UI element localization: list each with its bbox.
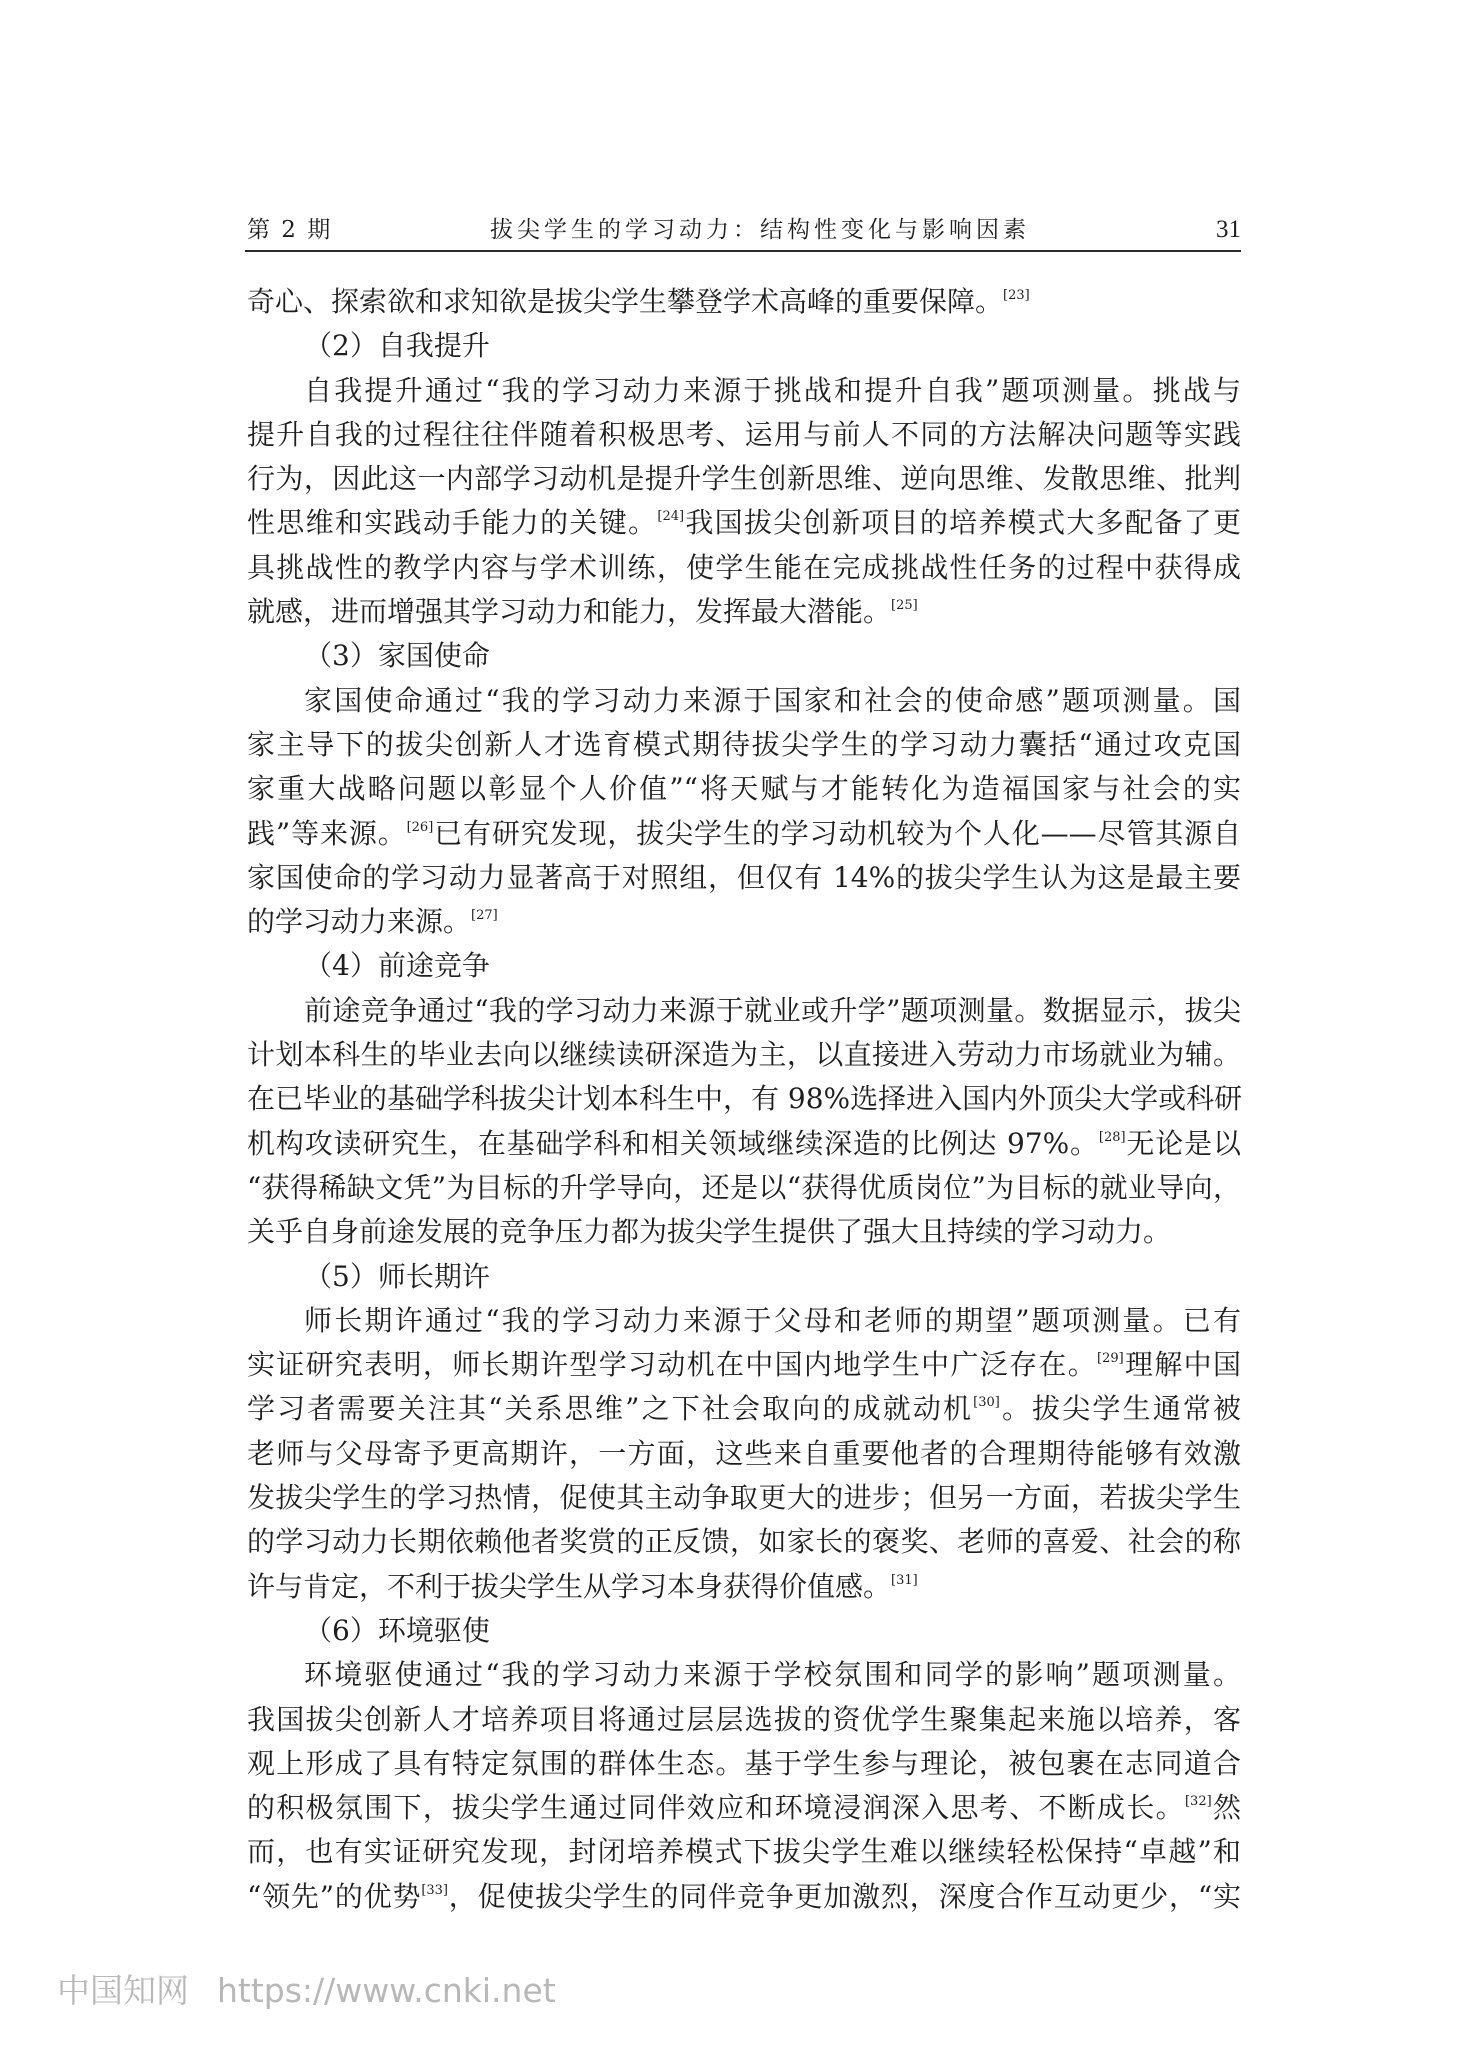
cnki-watermark	[57, 1965, 584, 2012]
text-line: 机构攻读研究生，在基础学科和相关领域继续深造的比例达 97%。[28]无论是以	[247, 1126, 1241, 1160]
watermark-brand: 中国知网	[57, 1971, 189, 2010]
text-line: 关乎自身前途发展的竞争压力都为拔尖学生提供了强大且持续的学习动力。	[247, 1215, 1172, 1249]
text-line: 性思维和实践动手能力的关键。[24]我国拔尖创新项目的培养模式大多配备了更	[247, 506, 1241, 540]
text-line: （2）自我提升	[304, 329, 490, 363]
text-line: 发拔尖学生的学习热情，促使其主动争取更大的进步；但另一方面，若拔尖学生	[247, 1481, 1241, 1515]
text-line: 提升自我的过程往往伴随着积极思考、运用与前人不同的方法解决问题等实践	[247, 417, 1241, 451]
text-line: （4）前途竞争	[304, 949, 490, 983]
citation-ref: [23]	[1003, 288, 1030, 303]
text-line: 学习者需要关注其“关系思维”之下社会取向的成就动机[30]。拔尖学生通常被	[247, 1392, 1241, 1426]
text-line: 观上形成了具有特定氛围的群体生态。基于学生参与理论，被包裹在志同道合	[247, 1746, 1241, 1780]
citation-ref: [25]	[891, 598, 918, 614]
citation-ref: [32]	[1184, 1794, 1212, 1810]
page-number: 31	[1216, 216, 1241, 243]
text-line: 践”等来源。[26]已有研究发现，拔尖学生的学习动机较为个人化——尽管其源自	[247, 816, 1241, 850]
text-line: 自我提升通过“我的学习动力来源于挑战和提升自我”题项测量。挑战与	[304, 373, 1241, 407]
text-line: （3）家国使命	[304, 639, 490, 673]
citation-ref: [24]	[657, 509, 685, 525]
watermark-url: https://www.cnki.net	[217, 1971, 556, 2010]
header-issue: 第 2 期	[247, 217, 333, 243]
text-line: 奇心、探索欲和求知欲是拔尖学生攀登学术高峰的重要保障。[23]	[247, 285, 1030, 318]
text-line: 家主导下的拔尖创新人才选育模式期待拔尖学生的学习动力囊括“通过攻克国	[247, 727, 1241, 761]
citation-ref: [29]	[1097, 1351, 1124, 1367]
text-line: 我国拔尖创新人才培养项目将通过层层选拔的资优学生聚集起来施以培养，客	[247, 1702, 1241, 1736]
citation-ref: [27]	[471, 908, 498, 924]
text-line: 许与肯定，不利于拔尖学生从学习本身获得价值感。[31]	[247, 1569, 918, 1603]
text-line: 环境驱使通过“我的学习动力来源于学校氛围和同学的影响”题项测量。	[304, 1658, 1241, 1692]
header-rule	[245, 250, 1241, 252]
text-line: 实证研究表明，师长期许型学习动机在中国内地学生中广泛存在。[29]理解中国	[247, 1348, 1241, 1382]
citation-ref: [30]	[973, 1395, 1000, 1411]
text-line: 计划本科生的毕业去向以继续读研深造为主，以直接进入劳动力市场就业为辅。	[247, 1038, 1241, 1072]
text-line: 师长期许通过“我的学习动力来源于父母和老师的期望”题项测量。已有	[304, 1303, 1241, 1337]
citation-ref: [28]	[1098, 1129, 1126, 1145]
text-line: 而，也有实证研究发现，封闭培养模式下拔尖学生难以继续轻松保持“卓越”和	[247, 1835, 1241, 1869]
article-body	[247, 280, 1241, 1919]
text-line: 前途竞争通过“我的学习动力来源于就业或升学”题项测量。数据显示，拔尖	[304, 993, 1241, 1027]
text-line: 的学习动力来源。[27]	[247, 905, 498, 939]
citation-ref: [33]	[421, 1882, 448, 1898]
running-title: 拔尖学生的学习动力：结构性变化与影响因素	[490, 217, 1030, 243]
text-line: 老师与父母寄予更高期许，一方面，这些来自重要他者的合理期待能够有效激	[247, 1436, 1241, 1470]
text-line: （6）环境驱使	[304, 1613, 490, 1647]
text-line: 就感，进而增强其学习动力和能力，发挥最大潜能。[25]	[247, 595, 918, 629]
text-line: 家国使命的学习动力显著高于对照组，但仅有 14%的拔尖学生认为这是最主要	[247, 860, 1241, 894]
text-line: 家国使命通过“我的学习动力来源于国家和社会的使命感”题项测量。国	[304, 683, 1241, 717]
text-line: 在已毕业的基础学科拔尖计划本科生中，有 98%选择进入国内外顶尖大学或科研	[247, 1082, 1243, 1116]
text-line: “获得稀缺文凭”为目标的升学导向，还是以“获得优质岗位”为目标的就业导向，	[247, 1170, 1241, 1204]
citation-ref: [31]	[891, 1572, 918, 1588]
text-line: 家重大战略问题以彰显个人价值”“将天赋与才能转化为造福国家与社会的实	[247, 772, 1241, 806]
citation-ref: [26]	[406, 819, 434, 835]
text-line: 具挑战性的教学内容与学术训练，使学生能在完成挑战性任务的过程中获得成	[247, 550, 1241, 584]
text-line: （5）师长期许	[304, 1259, 490, 1293]
text-line: “领先”的优势[33]，促使拔尖学生的同伴竞争更加激烈，深度合作互动更少，“实	[247, 1879, 1241, 1913]
text-line: 的学习动力长期依赖他者奖赏的正反馈，如家长的褒奖、老师的喜爱、社会的称	[247, 1525, 1241, 1559]
text-line: 的积极氛围下，拔尖学生通过同伴效应和环境浸润深入思考、不断成长。[32]然	[247, 1791, 1241, 1825]
text-line: 行为，因此这一内部学习动机是提升学生创新思维、逆向思维、发散思维、批判	[247, 462, 1241, 496]
